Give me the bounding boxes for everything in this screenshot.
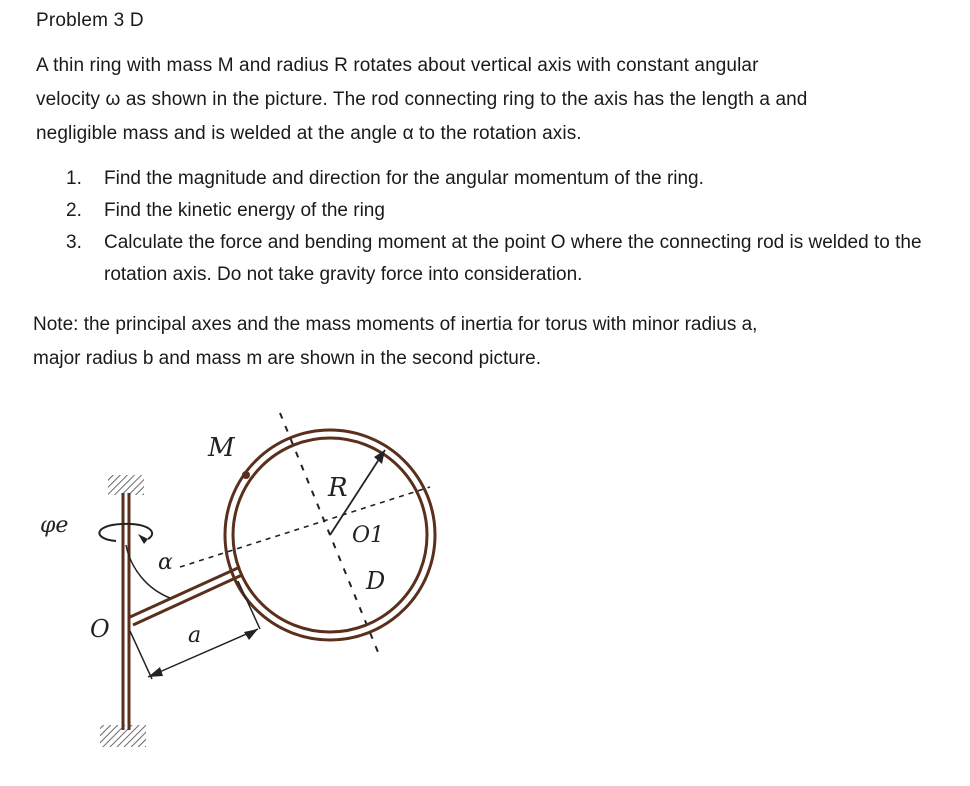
- ring-diagram: [30, 395, 590, 765]
- task-text: Find the kinetic energy of the ring: [104, 200, 385, 221]
- connecting-rod: [130, 567, 240, 617]
- mass-point: [242, 471, 250, 479]
- phi-label: φe: [40, 513, 69, 538]
- length-label: a: [188, 623, 202, 648]
- note-line: Note: the principal axes and the mass moments of inertia for torus with minor radius a,: [33, 314, 758, 335]
- diameter-label: D: [366, 567, 386, 595]
- task-item: [66, 227, 936, 291]
- task-list: [66, 163, 936, 291]
- ring-figure: [30, 395, 590, 765]
- task-text: Find the magnitude and direction for the angular momentum of the ring.: [104, 168, 704, 189]
- note-line: major radius b and mass m are shown in the second picture.: [33, 348, 541, 369]
- dimension-line: [148, 629, 258, 677]
- arrow-head-icon: [244, 629, 258, 640]
- origin-label: O: [90, 615, 110, 643]
- note: [33, 308, 933, 376]
- statement-line: velocity ω as shown in the picture. The rod connecting ring to the axis has the length a and: [36, 89, 808, 110]
- ring-diameter-line: [180, 487, 430, 567]
- problem-title: Problem 3 D: [36, 10, 144, 31]
- center-label: O1: [352, 523, 385, 548]
- task-item: [66, 163, 936, 195]
- connecting-rod: [133, 575, 242, 625]
- task-number: 2.: [66, 200, 82, 221]
- top-bearing: [108, 475, 144, 495]
- mass-label: M: [208, 433, 235, 463]
- dimension-extension: [130, 631, 152, 679]
- task-item: [66, 195, 936, 227]
- arrow-head-icon: [148, 667, 163, 677]
- task-number: 1.: [66, 168, 82, 189]
- statement-line: A thin ring with mass M and radius R rotates about vertical axis with constant angular: [36, 55, 759, 76]
- alpha-label: α: [158, 550, 173, 575]
- arrow-head-icon: [138, 534, 148, 544]
- statement-line: negligible mass and is welded at the angle α to the rotation axis.: [36, 123, 582, 144]
- task-text: Calculate the force and bending moment at the point O where the connecting rod is welded to the rotation axis. Do not take gravity force into consideration.: [104, 232, 922, 285]
- problem-statement: [36, 49, 936, 151]
- radius-label: R: [328, 473, 348, 503]
- task-number: 3.: [66, 232, 82, 253]
